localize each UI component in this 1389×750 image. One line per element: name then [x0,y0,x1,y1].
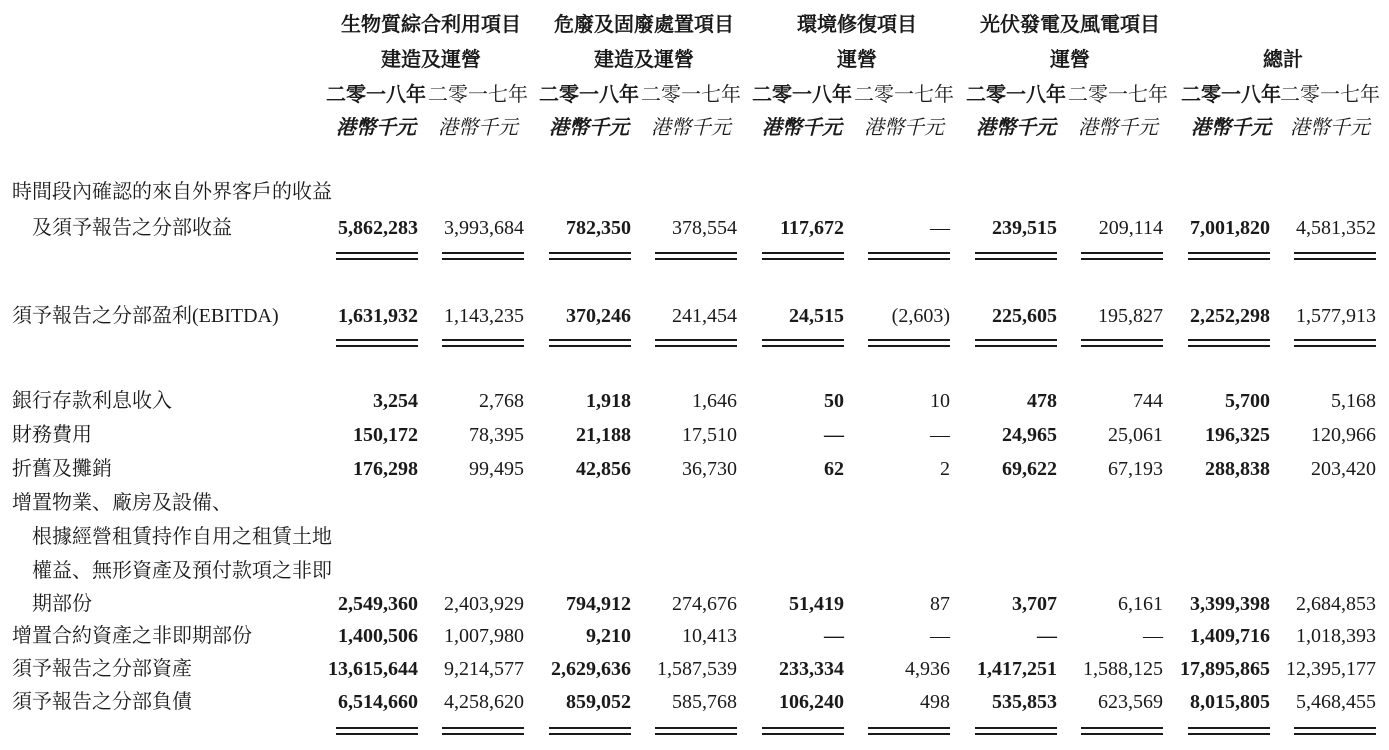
currency-header: 港幣千元 [336,117,416,139]
cell-value: 51,419 [789,593,844,615]
double-underline [975,339,1057,341]
double-underline [1081,727,1163,729]
year-header: 二零一七年 [854,84,954,106]
row-label: 折舊及攤銷 [12,458,112,480]
double-underline [975,727,1057,729]
cell-value: 1,918 [586,390,631,412]
currency-header: 港幣千元 [864,117,944,139]
cell-value: 1,018,393 [1296,625,1376,647]
double-underline [549,258,631,260]
double-underline [868,345,950,347]
cell-value: 17,895,865 [1180,658,1270,680]
double-underline [336,733,418,735]
segment-header-line2: 建造及運營 [594,49,694,71]
year-header: 二零一八年 [1181,84,1281,106]
year-header: 二零一七年 [1280,84,1380,106]
cell-value: 1,409,716 [1190,625,1270,647]
cell-value: 1,588,125 [1083,658,1163,680]
cell-value: 4,936 [905,658,950,680]
double-underline [975,258,1057,260]
currency-header: 港幣千元 [1290,117,1370,139]
cell-value: 1,007,980 [444,625,524,647]
double-underline [336,727,418,729]
double-underline [442,258,524,260]
double-underline [549,339,631,341]
cell-value: — [930,625,950,647]
year-header: 二零一七年 [428,84,528,106]
year-header: 二零一八年 [539,84,639,106]
double-underline [868,339,950,341]
segment-header-line2: 運營 [1050,49,1090,71]
row-label: 須予報告之分部資產 [12,658,192,680]
double-underline [975,252,1057,254]
double-underline [549,727,631,729]
cell-value: 1,587,539 [657,658,737,680]
double-underline [655,252,737,254]
currency-header: 港幣千元 [651,117,731,139]
double-underline [1188,727,1270,729]
cell-value: 117,672 [780,217,844,239]
double-underline [1188,252,1270,254]
double-underline [336,258,418,260]
double-underline [1081,733,1163,735]
double-underline [655,339,737,341]
cell-value: 7,001,820 [1190,217,1270,239]
double-underline [1081,252,1163,254]
cell-value: — [824,625,844,647]
cell-value: 120,966 [1311,424,1376,446]
double-underline [336,339,418,341]
cell-value: 1,646 [692,390,737,412]
double-underline [868,252,950,254]
cell-value: 3,993,684 [444,217,524,239]
double-underline [549,252,631,254]
double-underline [442,727,524,729]
cell-value: 67,193 [1108,458,1163,480]
double-underline [762,258,844,260]
currency-header: 港幣千元 [1191,117,1271,139]
cell-value: 196,325 [1205,424,1270,446]
cell-value: — [1037,625,1057,647]
cell-value: 5,700 [1225,390,1270,412]
year-header: 二零一七年 [1068,84,1168,106]
cell-value: 1,631,932 [338,305,418,327]
double-underline [762,727,844,729]
segment-header-line2: 建造及運營 [381,49,481,71]
currency-header: 港幣千元 [762,117,842,139]
currency-header: 港幣千元 [438,117,518,139]
year-header: 二零一八年 [966,84,1066,106]
double-underline [868,727,950,729]
cell-value: 99,495 [469,458,524,480]
cell-value: 859,052 [566,691,631,713]
cell-value: 9,210 [586,625,631,647]
double-underline [549,733,631,735]
currency-header: 港幣千元 [976,117,1056,139]
cell-value: (2,603) [891,305,950,327]
double-underline [1081,345,1163,347]
year-header: 二零一八年 [326,84,426,106]
currency-header: 港幣千元 [549,117,629,139]
cell-value: 17,510 [682,424,737,446]
double-underline [1188,339,1270,341]
row-label: 須予報告之分部負債 [12,691,192,713]
cell-value: 3,399,398 [1190,593,1270,615]
cell-value: 2,252,298 [1190,305,1270,327]
cell-value: 195,827 [1098,305,1163,327]
row-label: 增置合約資產之非即期部份 [12,625,252,647]
double-underline [655,258,737,260]
double-underline [1188,258,1270,260]
double-underline [655,345,737,347]
cell-value: — [1143,625,1163,647]
cell-value: 498 [920,691,950,713]
cell-value: 239,515 [992,217,1057,239]
cell-value: 241,454 [672,305,737,327]
cell-value: 24,965 [1002,424,1057,446]
double-underline [1081,339,1163,341]
row-label: 權益、無形資產及預付款項之非即 [32,560,332,582]
cell-value: 2 [940,458,950,480]
cell-value: 2,549,360 [338,593,418,615]
cell-value: 370,246 [566,305,631,327]
row-label: 財務費用 [12,424,92,446]
cell-value: 87 [930,593,950,615]
cell-value: 6,161 [1118,593,1163,615]
cell-value: 2,768 [479,390,524,412]
double-underline [1294,727,1376,729]
double-underline [1294,345,1376,347]
double-underline [655,733,737,735]
double-underline [1294,252,1376,254]
row-label: 及須予報告之分部收益 [32,217,232,239]
cell-value: 5,862,283 [338,217,418,239]
row-label: 須予報告之分部盈利(EBITDA) [12,305,279,327]
cell-value: 6,514,660 [338,691,418,713]
double-underline [1294,339,1376,341]
cell-value: 585,768 [672,691,737,713]
cell-value: 5,168 [1331,390,1376,412]
cell-value: 69,622 [1002,458,1057,480]
row-label: 根據經營租賃持作自用之租賃土地 [32,526,332,548]
cell-value: 10 [930,390,950,412]
cell-value: 2,629,636 [551,658,631,680]
cell-value: 10,413 [682,625,737,647]
cell-value: 176,298 [353,458,418,480]
cell-value: 1,143,235 [444,305,524,327]
cell-value: — [824,424,844,446]
cell-value: 5,468,455 [1296,691,1376,713]
cell-value: 21,188 [576,424,631,446]
cell-value: 1,417,251 [977,658,1057,680]
cell-value: 42,856 [576,458,631,480]
cell-value: 1,577,913 [1296,305,1376,327]
cell-value: 2,403,929 [444,593,524,615]
double-underline [549,345,631,347]
row-label: 銀行存款利息收入 [12,390,172,412]
cell-value: 225,605 [992,305,1057,327]
double-underline [868,258,950,260]
double-underline [1188,345,1270,347]
cell-value: 535,853 [992,691,1057,713]
cell-value: 4,258,620 [444,691,524,713]
double-underline [442,733,524,735]
cell-value: 233,334 [779,658,844,680]
double-underline [336,345,418,347]
cell-value: 4,581,352 [1296,217,1376,239]
cell-value: 13,615,644 [328,658,418,680]
cell-value: — [930,217,950,239]
double-underline [1294,258,1376,260]
double-underline [868,733,950,735]
cell-value: 24,515 [789,305,844,327]
double-underline [762,339,844,341]
year-header: 二零一八年 [752,84,852,106]
cell-value: 744 [1133,390,1163,412]
cell-value: 623,569 [1098,691,1163,713]
double-underline [762,733,844,735]
cell-value: 794,912 [566,593,631,615]
cell-value: 62 [824,458,844,480]
double-underline [655,727,737,729]
cell-value: 3,254 [373,390,418,412]
segment-header-line2: 總計 [1263,49,1303,71]
double-underline [1188,733,1270,735]
cell-value: 288,838 [1205,458,1270,480]
cell-value: 25,061 [1108,424,1163,446]
row-label: 時間段內確認的來自外界客戶的收益 [12,181,332,203]
segment-header-line1: 光伏發電及風電項目 [980,14,1160,36]
cell-value: 150,172 [353,424,418,446]
segment-header-line1: 環境修復項目 [797,14,917,36]
cell-value: 782,350 [566,217,631,239]
cell-value: 209,114 [1098,217,1163,239]
double-underline [442,252,524,254]
cell-value: 1,400,506 [338,625,418,647]
cell-value: 9,214,577 [444,658,524,680]
segment-header-line1: 生物質綜合利用項目 [341,14,521,36]
cell-value: 478 [1027,390,1057,412]
cell-value: 2,684,853 [1296,593,1376,615]
year-header: 二零一七年 [641,84,741,106]
cell-value: 12,395,177 [1286,658,1376,680]
cell-value: 3,707 [1012,593,1057,615]
currency-header: 港幣千元 [1078,117,1158,139]
double-underline [1081,258,1163,260]
double-underline [975,345,1057,347]
cell-value: 8,015,805 [1190,691,1270,713]
double-underline [1294,733,1376,735]
segment-header-line2: 運營 [837,49,877,71]
cell-value: 36,730 [682,458,737,480]
cell-value: 78,395 [469,424,524,446]
double-underline [975,733,1057,735]
cell-value: 50 [824,390,844,412]
cell-value: — [930,424,950,446]
double-underline [762,252,844,254]
cell-value: 378,554 [672,217,737,239]
cell-value: 203,420 [1311,458,1376,480]
segment-header-line1: 危廢及固廢處置項目 [554,14,734,36]
row-label: 期部份 [32,593,92,615]
double-underline [442,339,524,341]
double-underline [442,345,524,347]
row-label: 增置物業、廠房及設備、 [12,492,232,514]
cell-value: 106,240 [779,691,844,713]
double-underline [336,252,418,254]
double-underline [762,345,844,347]
cell-value: 274,676 [672,593,737,615]
